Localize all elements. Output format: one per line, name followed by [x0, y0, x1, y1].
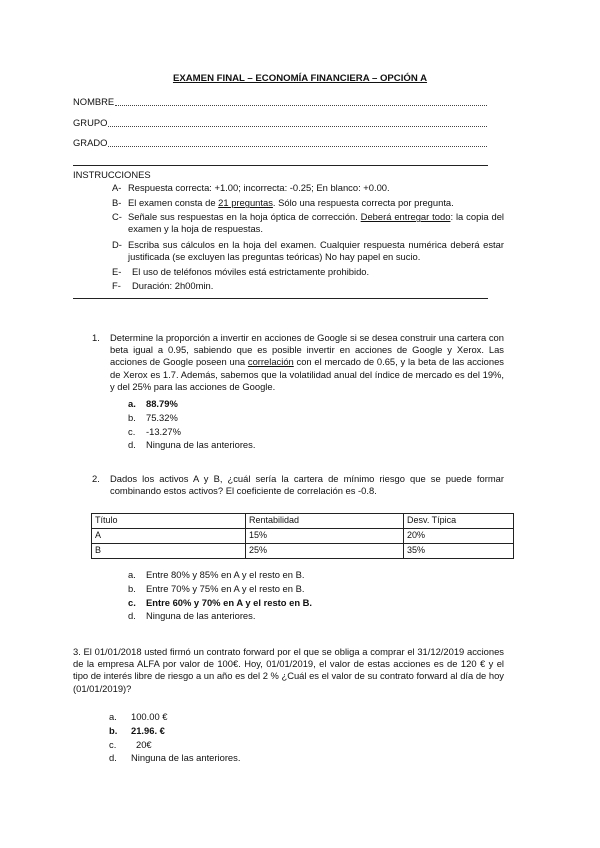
exam-title: EXAMEN FINAL – ECONOMÍA FINANCIERA – OPCIÓN A: [172, 73, 428, 84]
grupo-label: GRUPO: [73, 116, 108, 128]
assets-table: [91, 513, 514, 559]
q1-option-d: d. Ninguna de las anteriores.: [128, 439, 256, 450]
nombre-dotted-line: [115, 97, 487, 106]
table-cell: 35%: [404, 544, 514, 559]
instruction-d: [112, 239, 504, 263]
underlined-text: Deberá entregar todo: [360, 211, 451, 222]
grado-field[interactable]: [73, 136, 487, 149]
q3-option-d: d. Ninguna de las anteriores.: [109, 752, 241, 763]
grupo-dotted-line: [108, 118, 487, 127]
table-row: [92, 544, 514, 559]
instruction-c: [112, 211, 504, 235]
instruction-letter: E-: [112, 266, 122, 277]
q3-option-b: b. 21.96. €: [109, 725, 165, 736]
table-header-row: [92, 514, 514, 529]
instruction-b: [112, 197, 504, 209]
instruction-text: El uso de teléfonos móviles está estrictamente prohibido.: [132, 266, 370, 277]
question-number: 1.: [92, 332, 100, 343]
nombre-label: NOMBRE: [73, 95, 115, 107]
q2-option-b: b. Entre 70% y 75% en A y el resto en B.: [128, 583, 305, 594]
grupo-field[interactable]: [73, 116, 487, 129]
question-1: [92, 332, 504, 393]
grado-label: GRADO: [73, 136, 108, 148]
question-text: Dados los activos A y B, ¿cuál sería la cartera de mínimo riesgo que se puede formar combinando estos activos? El coeficiente de correlación es -0.8.: [110, 473, 504, 497]
instruction-text: Escriba sus cálculos en la hoja del examen. Cualquier respuesta numérica deberá estar justificada (se excluyen las preguntas teóricas) No hay papel en sucio.: [128, 239, 504, 263]
question-2: [92, 473, 504, 497]
q1-option-b: b. 75.32%: [128, 412, 178, 423]
question-3: 3. El 01/01/2018 usted firmó un contrato forward por el que se obliga a comprar el 31/12/2019 acciones de la empresa ALFA por valor de 100€. Hoy, 01/01/2019, el valor de estas acciones es de 120 € y el tipo de interés libre de riesgo a un año es del 2 % ¿Cuál es el valor de su contrato forward al día de hoy (01/01/2019)?: [73, 646, 504, 694]
question-text: Determine la proporción a invertir en acciones de Google si se desea construir una cartera con beta igual a 0.95, sabiendo que es posible invertir en acciones de Google y Xerox. Las acciones de Google poseen una correlación con el mercado de 0.65, y la beta de las acciones de Xerox es 1.7. Además, sabemos que la volatilidad anual del índice de mercado es del 19%, y del 25% para las acciones de Google.: [110, 332, 504, 392]
underlined-text: 21 preguntas: [218, 197, 273, 208]
q2-option-d: d. Ninguna de las anteriores.: [128, 610, 256, 621]
underlined-text: correlación: [247, 356, 294, 368]
instruction-e: [112, 266, 504, 278]
question-number: 2.: [92, 473, 100, 484]
instruction-f: [112, 280, 504, 292]
grado-dotted-line: [108, 138, 487, 147]
instruction-letter: B-: [112, 197, 122, 208]
divider-top: [73, 165, 488, 166]
table-header-cell: Rentabilidad: [246, 514, 404, 529]
table-cell: 25%: [246, 544, 404, 559]
q2-option-a: a. Entre 80% y 85% en A y el resto en B.: [128, 569, 305, 580]
table-row: [92, 529, 514, 544]
instruction-text: Duración: 2h00min.: [132, 280, 214, 291]
q1-option-a: a. 88.79%: [128, 398, 178, 409]
q3-option-c: c. 20€: [109, 739, 152, 750]
q2-option-c: c. Entre 60% y 70% en A y el resto en B.: [128, 597, 313, 608]
table-header-cell: Título: [92, 514, 246, 529]
table-cell: 15%: [246, 529, 404, 544]
divider-bottom: [73, 298, 488, 299]
table-cell: 20%: [404, 529, 514, 544]
q3-option-a: a. 100.00 €: [109, 711, 168, 722]
table-header-cell: Desv. Típica: [404, 514, 514, 529]
instruction-letter: C-: [112, 211, 122, 222]
nombre-field[interactable]: [73, 95, 487, 108]
q1-option-c: c. -13.27%: [128, 426, 181, 437]
instruction-text: Señale sus respuestas en la hoja óptica de corrección. Deberá entregar todo: la copia del examen y la hoja de respuestas.: [128, 211, 505, 235]
instruction-text: Respuesta correcta: +1.00; incorrecta: -0.25; En blanco: +0.00.: [128, 182, 390, 193]
instruction-letter: F-: [112, 280, 121, 291]
table-cell: B: [92, 544, 246, 559]
instruction-letter: A-: [112, 182, 122, 193]
table-cell: A: [92, 529, 246, 544]
instructions-heading: INSTRUCCIONES: [73, 169, 151, 180]
instruction-letter: D-: [112, 239, 122, 250]
instruction-a: [112, 182, 504, 194]
instruction-text: El examen consta de 21 preguntas. Sólo una respuesta correcta por pregunta.: [128, 197, 454, 208]
